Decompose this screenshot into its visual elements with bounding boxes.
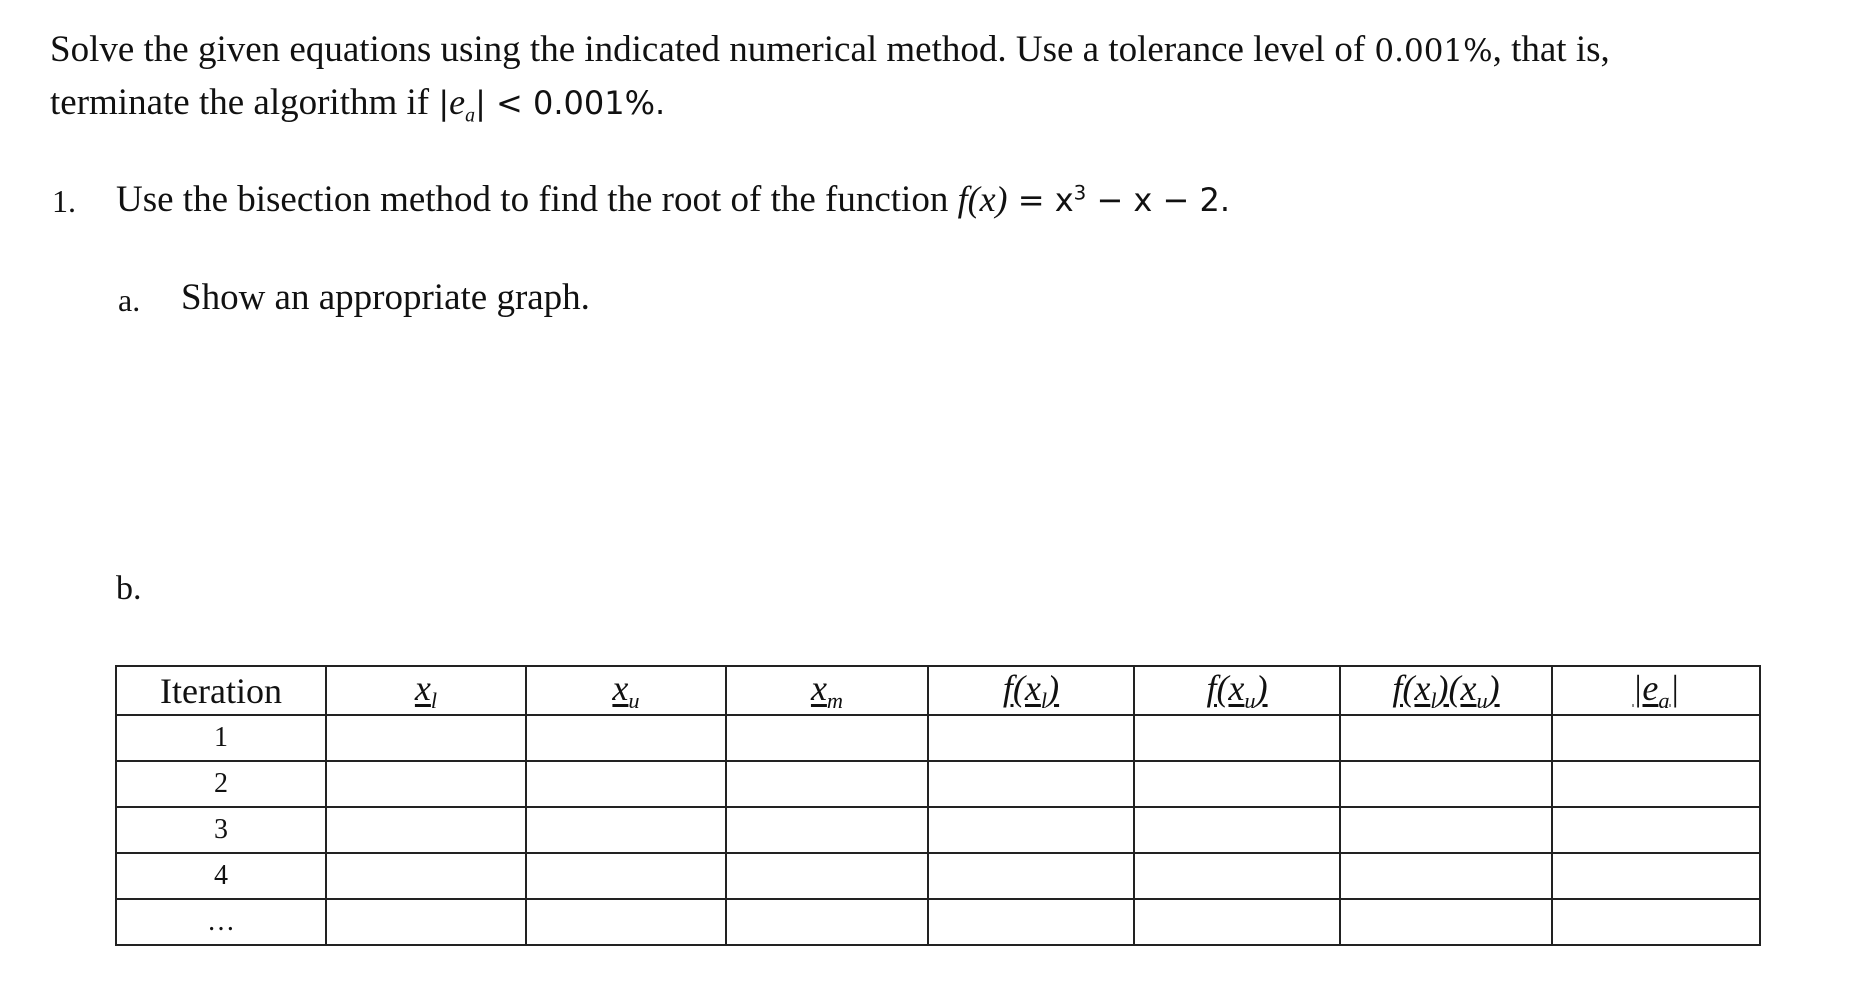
header-product [1340, 666, 1552, 715]
table-header-row [116, 666, 1760, 715]
header-fxu-post: ) [1255, 668, 1268, 708]
header-ea-sub: a [1658, 688, 1670, 714]
table-cell [526, 853, 726, 899]
instructions [50, 24, 1610, 141]
question-number: 1. [52, 183, 76, 219]
header-iteration: Iteration [116, 666, 326, 715]
header-prod-sub1: l [1430, 688, 1437, 714]
header-fxl [928, 666, 1134, 715]
iteration-cell: … [116, 899, 326, 945]
header-fxl-post: ) [1047, 668, 1060, 708]
table-row [116, 807, 1760, 853]
instructions-line-1 [50, 24, 1610, 77]
table-cell [326, 853, 526, 899]
function-lhs: f(x) [957, 179, 1008, 219]
iteration-cell: 2 [116, 761, 326, 807]
bisection-table [115, 665, 1761, 946]
table-cell [1552, 853, 1760, 899]
header-prod-mid: )(x [1436, 668, 1477, 708]
table-cell [1340, 899, 1552, 945]
ea-sub: a [465, 104, 476, 127]
header-ea-pre: |e [1632, 668, 1659, 708]
table-cell [526, 899, 726, 945]
iteration-cell: 1 [116, 715, 326, 761]
function-exponent: 3 [1073, 181, 1087, 205]
header-prod-pre: f(x [1392, 668, 1431, 708]
table-cell [726, 807, 928, 853]
header-fxu-sub: u [1244, 688, 1256, 714]
instructions-line-2 [50, 77, 1610, 141]
table-cell [1552, 761, 1760, 807]
question-text [116, 178, 1230, 221]
iteration-cell: 3 [116, 807, 326, 853]
table-cell [928, 761, 1134, 807]
table-cell [1340, 853, 1552, 899]
table-cell [726, 899, 928, 945]
header-ea-post: | [1669, 668, 1680, 708]
table-cell [928, 715, 1134, 761]
table-cell [1134, 899, 1340, 945]
sub-question-a-label: a. [118, 282, 141, 318]
table-cell [526, 807, 726, 853]
abs-ea-expression: $|e_a| < 0.001\%$. [438, 82, 666, 127]
table-cell [526, 715, 726, 761]
ea-condition: < 0.001%. [485, 84, 666, 122]
header-fxl-pre: f(x [1002, 668, 1041, 708]
table-row [116, 715, 1760, 761]
function-rhs: = x [1007, 181, 1074, 219]
table-row [116, 853, 1760, 899]
table-cell [726, 715, 928, 761]
sub-question-a-text: Show an appropriate graph. [181, 277, 590, 318]
table-cell [726, 761, 928, 807]
header-xm [726, 666, 928, 715]
header-prod-sub2: u [1476, 688, 1488, 714]
header-prod-post: ) [1487, 668, 1500, 708]
table-cell [1134, 761, 1340, 807]
header-xl-base: x [414, 668, 431, 708]
question-prefix: Use the bisection method to find the root of the function [116, 179, 958, 220]
header-xm-sub: m [826, 688, 844, 714]
table-cell [526, 761, 726, 807]
table-cell [1340, 807, 1552, 853]
tolerance-value: 0.001% [1374, 33, 1493, 69]
table-cell [326, 807, 526, 853]
header-ea [1552, 666, 1760, 715]
header-fxl-sub: l [1040, 688, 1048, 714]
table-cell [1134, 715, 1340, 761]
table-cell [928, 807, 1134, 853]
table-cell [1340, 715, 1552, 761]
table-cell [726, 853, 928, 899]
header-xu [526, 666, 726, 715]
table-cell [1552, 807, 1760, 853]
sub-question-b-label: b. [116, 570, 142, 607]
table-cell [1552, 899, 1760, 945]
table-cell [1134, 853, 1340, 899]
table-cell [928, 899, 1134, 945]
function-expression [958, 181, 1230, 219]
table-row [116, 899, 1760, 945]
ea-base: e [449, 82, 466, 122]
table-cell [326, 761, 526, 807]
table-cell [326, 899, 526, 945]
table-row [116, 761, 1760, 807]
table-cell [1340, 761, 1552, 807]
header-fxu [1134, 666, 1340, 715]
header-xu-base: x [612, 668, 629, 708]
iteration-cell: 4 [116, 853, 326, 899]
table-cell [326, 715, 526, 761]
header-xl [326, 666, 526, 715]
table-cell [1552, 715, 1760, 761]
header-xu-sub: u [628, 688, 640, 714]
table-cell [1134, 807, 1340, 853]
header-xl-sub: l [430, 688, 438, 714]
header-xm-base: x [810, 668, 827, 708]
instructions-line-1-text: Solve the given equations using the indicated numerical method. Use a tolerance level of [50, 29, 1375, 70]
instructions-line-1-suffix: , that is, [1492, 29, 1610, 70]
function-tail: − x − 2. [1086, 181, 1231, 219]
instructions-line-2-text: terminate the algorithm if [50, 82, 439, 123]
table-cell [928, 853, 1134, 899]
header-fxu-pre: f(x [1206, 668, 1245, 708]
